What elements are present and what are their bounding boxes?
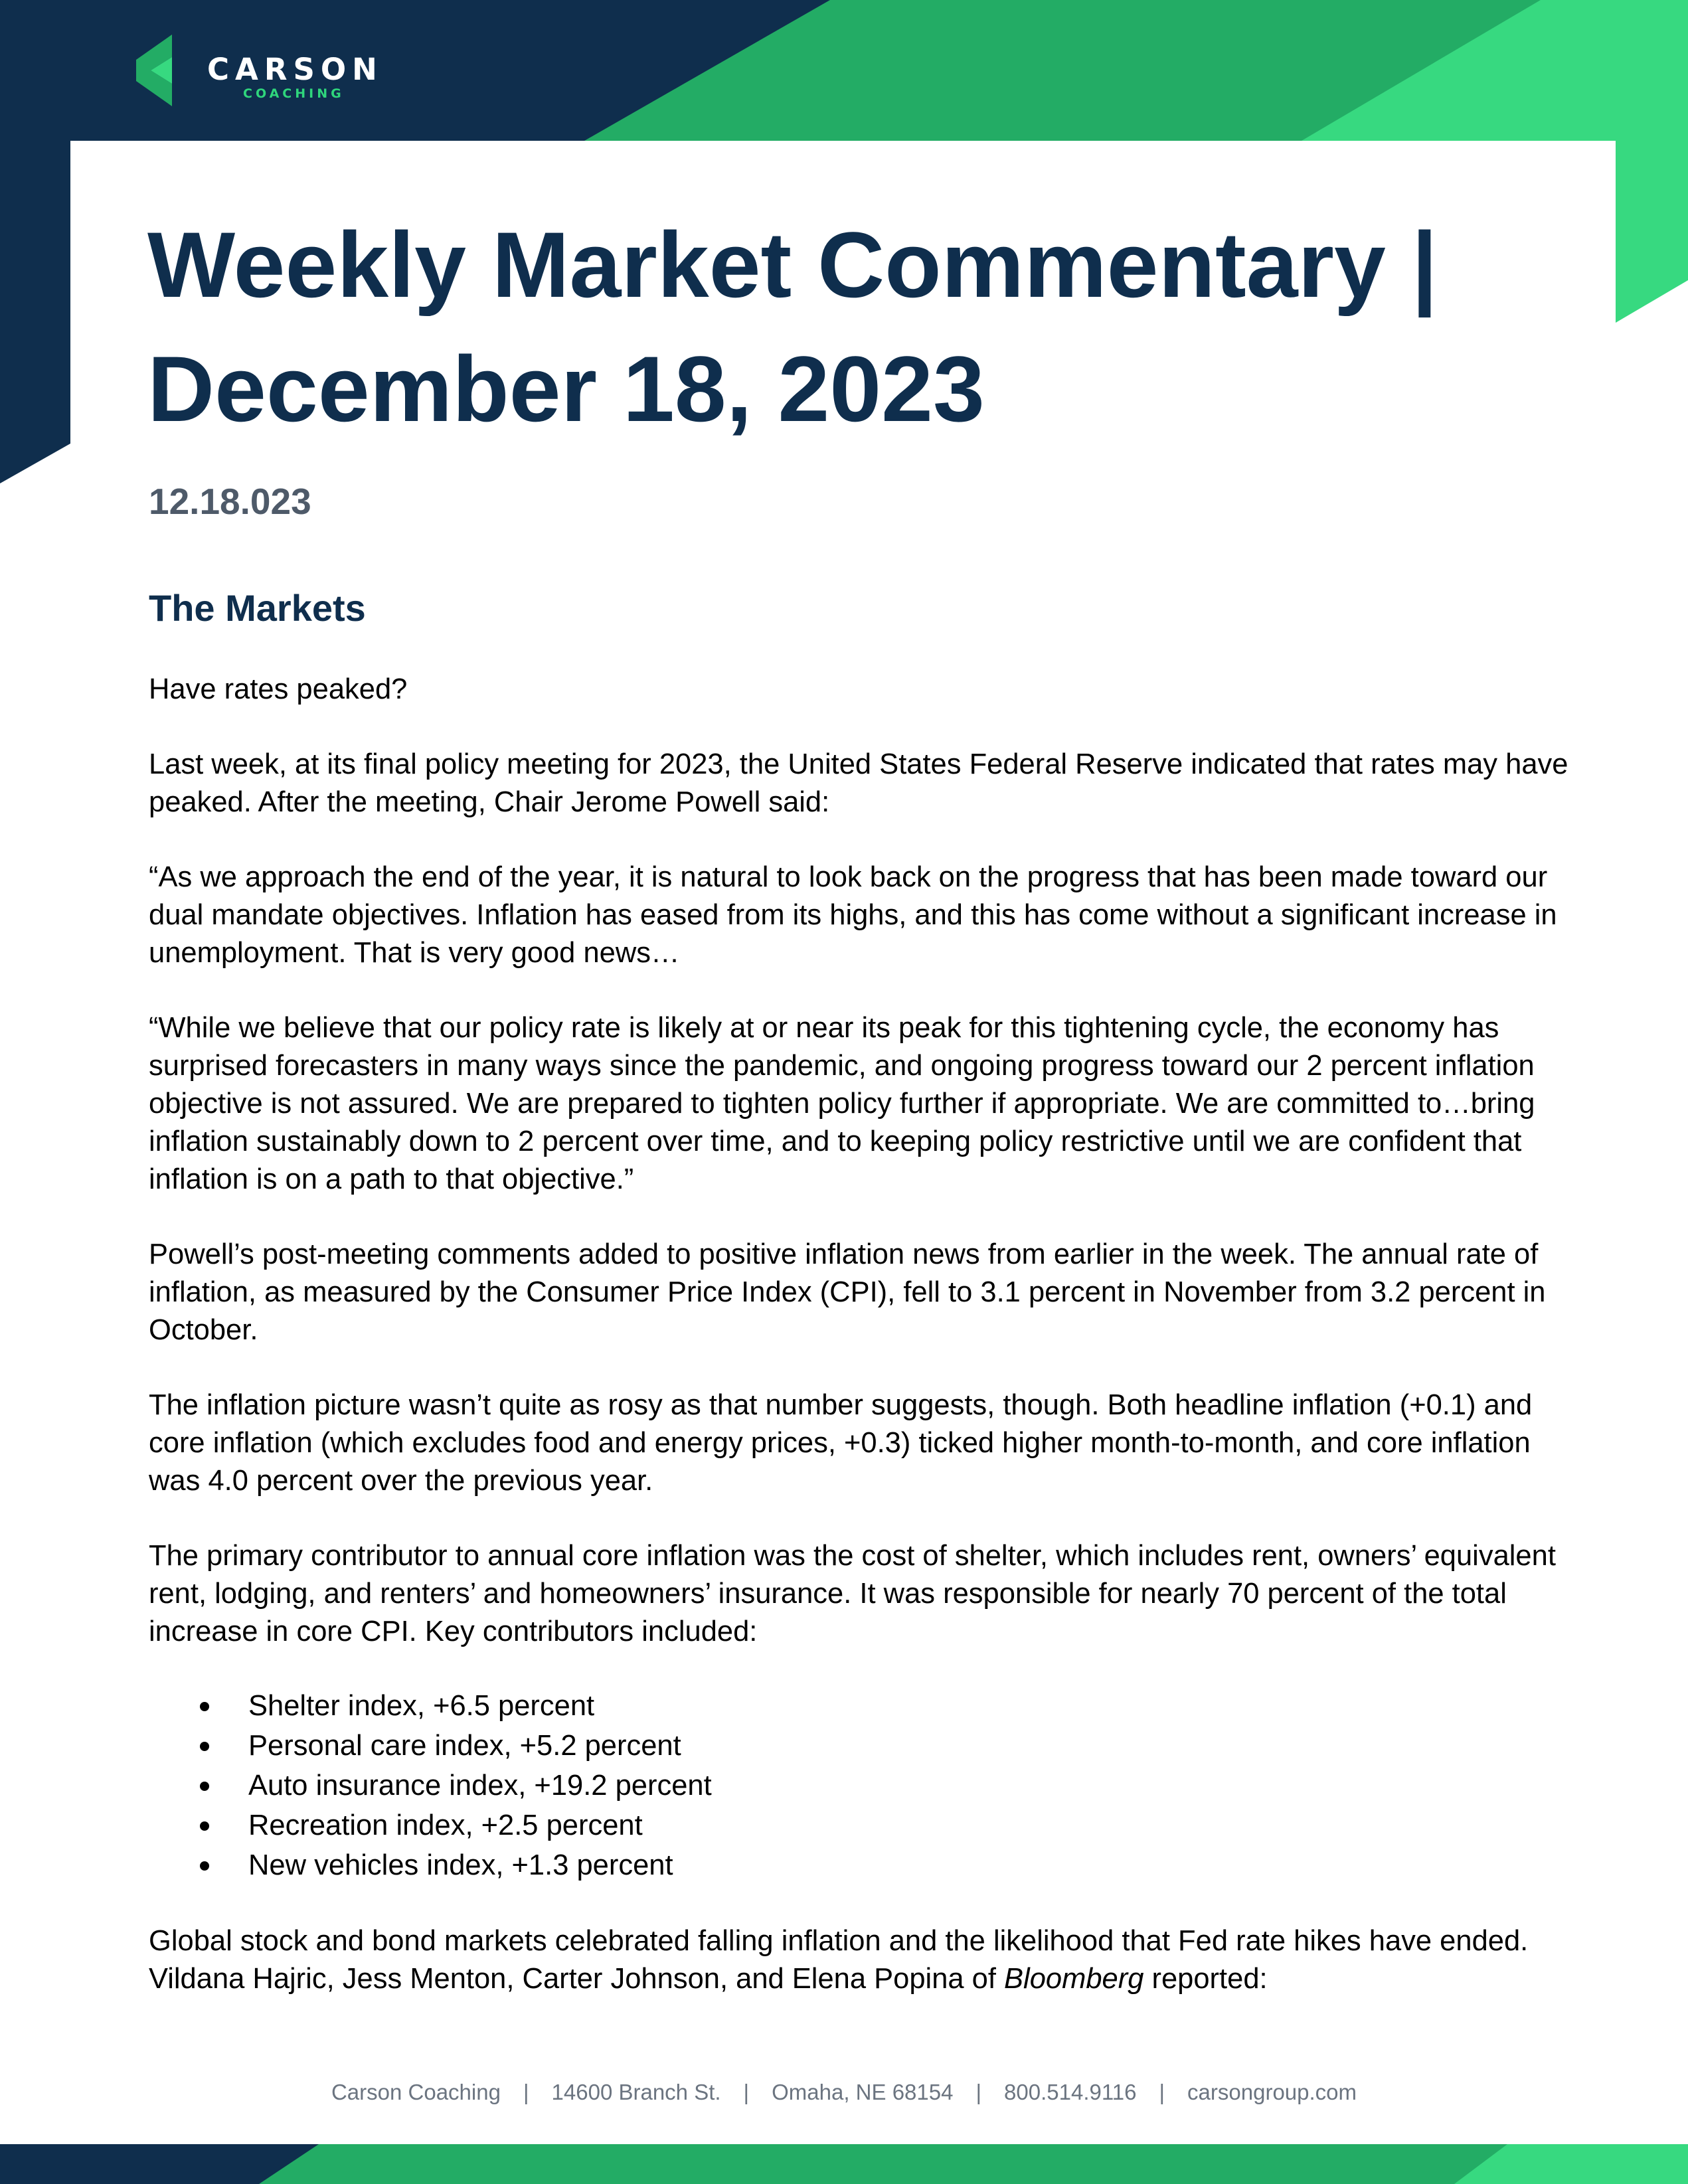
footer-separator: | <box>975 2080 982 2104</box>
section-heading: The Markets <box>149 587 366 629</box>
footer <box>0 2081 1688 2103</box>
article-date: 12.18.023 <box>149 481 311 522</box>
list-item: Personal care index, +5.2 percent <box>248 1726 1576 1766</box>
paragraph-3: “As we approach the end of the year, it is natural to look back on the progress that has been made toward our dual mandate objectives. Inflation has eased from its highs, and this has come without a significant increase in unemployment. That is very good news… <box>149 861 1557 969</box>
paragraph-1: Have rates peaked? <box>149 673 408 705</box>
article-body <box>149 671 1576 2035</box>
footer-separator: | <box>743 2080 750 2104</box>
chevron-logo-icon <box>136 35 179 106</box>
paragraph-7: The primary contributor to annual core inflation was the cost of shelter, which includes rent, owners’ equivalent rent, lodging, and renters’ and homeowners’ insurance. It was responsible for nearly 70 percent of the total increase in core CPI. Key contributors included: <box>149 1540 1556 1647</box>
paragraph-8-end: reported: <box>1143 1963 1268 1995</box>
paragraph-4: “While we believe that our policy rate is likely at or near its peak for this tightening cycle, the economy has surprised forecasters in many ways since the pandemic, and ongoing progress toward our 2 percent inflation objective is not assured. We are prepared to tighten policy further if appropriate. We are committed to…bring inflation sustainably down to 2 percent over time, and to keeping policy restrictive until we are confident that inflation is on a path to that objective.” <box>149 1012 1535 1195</box>
footer-city: Omaha, NE 68154 <box>772 2080 954 2104</box>
page-title: Weekly Market Commentary | December 18, 2023 <box>147 212 1438 441</box>
footer-phone[interactable]: 800.514.9116 <box>1004 2080 1137 2104</box>
paragraph-2: Last week, at its final policy meeting for 2023, the United States Federal Reserve indicated that rates may have peaked. After the meeting, Chair Jerome Powell said: <box>149 748 1568 818</box>
footer-separator: | <box>523 2080 529 2104</box>
footer-company: Carson Coaching <box>331 2080 501 2104</box>
list-item: Shelter index, +6.5 percent <box>248 1686 1576 1726</box>
footer-address: 14600 Branch St. <box>551 2080 721 2104</box>
paragraph-8 <box>149 1922 1576 1998</box>
paragraph-8-text: Global stock and bond markets celebrated falling inflation and the likelihood that Fed rate hikes have ended. Vildana Hajric, Jess Menton, Carter Johnson, and Elena Popina of <box>149 1925 1529 1995</box>
paragraph-5: Powell’s post-meeting comments added to positive inflation news from earlier in the week. The annual rate of inflation, as measured by the Consumer Price Index (CPI), fell to 3.1 percent in November from 3.2 percent in October. <box>149 1238 1546 1346</box>
footer-band <box>0 2144 1688 2184</box>
list-item: Auto insurance index, +19.2 percent <box>248 1766 1576 1806</box>
publication-name: Bloomberg <box>1004 1963 1144 1995</box>
paragraph-6: The inflation picture wasn’t quite as rosy as that number suggests, though. Both headline inflation (+0.1) and core inflation (which excludes food and energy prices, +0.3) ticked higher month-to-month, and core inflation was 4.0 percent over the previous year. <box>149 1389 1533 1497</box>
list-item: Recreation index, +2.5 percent <box>248 1806 1576 1845</box>
list-item: New vehicles index, +1.3 percent <box>248 1845 1576 1885</box>
contributors-list <box>149 1686 1576 1885</box>
brand-subtitle: COACHING <box>243 86 345 101</box>
footer-separator: | <box>1159 2080 1165 2104</box>
brand-name: CARSON <box>207 52 383 87</box>
footer-website-link[interactable]: carsongroup.com <box>1187 2080 1357 2104</box>
